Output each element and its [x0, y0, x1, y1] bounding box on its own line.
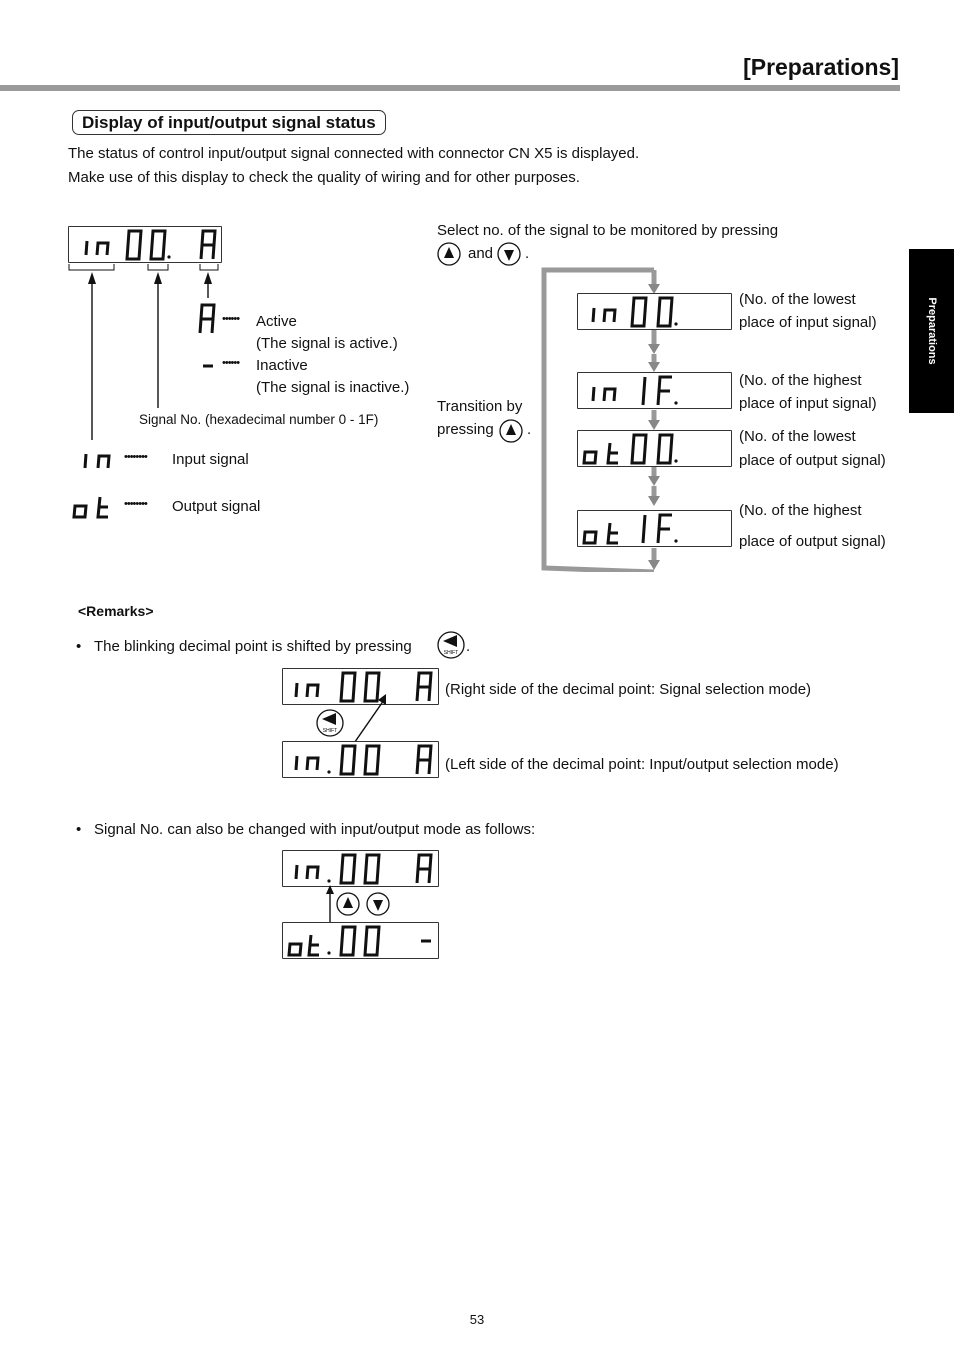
page-title: [Preparations] [743, 54, 899, 80]
lcd-ot00 [577, 430, 732, 467]
inactive-dots: •••••• [222, 357, 240, 369]
output-dots: •••••••• [124, 498, 147, 510]
lcd-in00a-io-mode [282, 850, 439, 887]
seq-item-1-line-2: place of input signal) [739, 314, 877, 331]
inactive-dash-glyph [198, 352, 218, 372]
remarks-heading: <Remarks> [78, 603, 154, 619]
active-note: (The signal is active.) [256, 335, 398, 352]
intro-line-1: The status of control input/output signal connected with connector CN X5 is displayed. [68, 145, 640, 162]
inactive-note: (The signal is inactive.) [256, 379, 410, 396]
lcd-in00a [68, 226, 222, 263]
lcd-ot1f [577, 510, 732, 547]
side-tab-label: Preparations [925, 297, 938, 365]
down-button-icon [497, 242, 523, 268]
input-dots: •••••••• [124, 451, 147, 463]
seq-item-4-line-2: place of output signal) [739, 533, 886, 550]
ot-glyph [70, 493, 120, 521]
shift-label: SHIFT [443, 650, 459, 656]
active-label: Active [256, 313, 297, 330]
right-mode-note: (Right side of the decimal point: Signal selection mode) [445, 681, 812, 698]
lcd-in1f [577, 372, 732, 409]
intro-line-2: Make use of this display to check the quality of wiring and for other purposes. [68, 169, 580, 186]
signal-no-label: Signal No. (hexadecimal number 0 - 1F) [139, 412, 379, 427]
and-text: and [468, 245, 494, 262]
select-instruction: Select no. of the signal to be monitored by pressing [437, 222, 779, 239]
transition-period: . [527, 421, 532, 438]
seq-item-4-line-1: (No. of the highest [739, 502, 862, 519]
remark-bullet-1-period: . [466, 638, 471, 655]
remark-bullet-1: The blinking decimal point is shifted by pressing [94, 638, 412, 655]
lcd-ot00-io-mode [282, 922, 439, 959]
remark-bullet-2: Signal No. can also be changed with input/output mode as follows: [94, 821, 536, 838]
seq-item-1-line-1: (No. of the lowest [739, 291, 856, 308]
seq-item-2-line-2: place of input signal) [739, 395, 877, 412]
bullet-2-mark: • [76, 821, 82, 838]
side-tab [909, 249, 954, 413]
transition-line-1: Transition by [437, 398, 523, 415]
active-a-glyph [196, 303, 220, 337]
lcd-in00a-left-mode [282, 741, 439, 778]
bullet-1-mark: • [76, 638, 82, 655]
section-heading: Display of input/output signal status [72, 110, 386, 135]
in-glyph [80, 446, 120, 472]
shift-button-icon [437, 631, 467, 661]
transition-line-2: pressing [437, 421, 494, 438]
up-button-icon [437, 242, 463, 268]
header-rule [0, 85, 900, 91]
shift-label-2: SHIFT [322, 728, 338, 734]
lcd-in00 [577, 293, 732, 330]
input-signal-label: Input signal [172, 451, 249, 468]
seq-item-3-line-2: place of output signal) [739, 452, 886, 469]
active-dots: •••••• [222, 313, 240, 325]
select-period: . [525, 245, 530, 262]
up-button-icon-transition [499, 419, 525, 445]
seq-item-2-line-1: (No. of the highest [739, 372, 862, 389]
page-number: 53 [469, 1312, 485, 1327]
seq-item-3-line-1: (No. of the lowest [739, 428, 856, 445]
left-mode-note: (Left side of the decimal point: Input/output selection mode) [445, 756, 839, 773]
output-signal-label: Output signal [172, 498, 261, 515]
inactive-label: Inactive [256, 357, 308, 374]
